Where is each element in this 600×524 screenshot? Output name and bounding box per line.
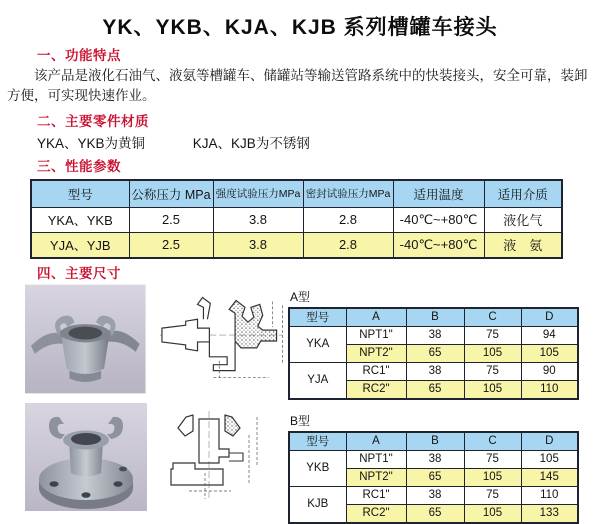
model-cell: KJB: [289, 486, 346, 523]
page-title: YK、YKB、KJA、KJB 系列槽罐车接头: [102, 16, 498, 39]
value-cell: 75: [464, 450, 521, 468]
model-cell: YJA、YJB: [31, 232, 129, 258]
b-type-illustration-row: [22, 403, 288, 511]
value-cell: 75: [464, 362, 521, 380]
col-header: B: [406, 432, 464, 451]
value-cell: 94: [521, 326, 578, 344]
b-type-flanged-coupling-photo: [25, 403, 147, 511]
col-header: 适用介质: [484, 180, 562, 208]
table-row: [289, 326, 578, 344]
col-header: 密封试验压力MPa: [303, 180, 393, 208]
illustrations-column: [22, 284, 288, 524]
value-cell: 75: [464, 486, 521, 504]
dim-table-a: [288, 307, 579, 400]
table-row: [31, 207, 562, 232]
a-type-illustration-row: [22, 284, 288, 394]
table-row: [31, 232, 562, 258]
a-type-coupling-photo: [25, 284, 146, 394]
model-cell: YJA: [289, 362, 346, 399]
section-features-heading: 一、功能特点: [37, 48, 121, 63]
col-header: 适用温度: [393, 180, 484, 208]
value-cell: 3.8: [213, 207, 303, 232]
value-cell: 105: [464, 504, 521, 523]
features-paragraph: 该产品是液化石油气、液氨等槽罐车、储罐站等输送管路系统中的快装接头，安全可靠，装卸方便，可实现快速作业。: [7, 68, 588, 104]
value-cell: 38: [406, 486, 464, 504]
value-cell: NPT2": [346, 344, 406, 362]
materials-brass: YKA、YKB为黄铜: [37, 135, 146, 151]
a-type-section-drawing: [158, 295, 288, 383]
materials-steel: KJA、KJB为不锈钢: [192, 135, 310, 151]
value-cell: RC2": [346, 504, 406, 523]
section-dimensions-heading: 四、主要尺寸: [37, 265, 121, 281]
b-type-section-drawing: [159, 409, 263, 505]
section-materials-heading: 二、主要零件材质: [37, 113, 149, 129]
value-cell: 液 氨: [484, 232, 562, 258]
col-header: 型号: [31, 180, 129, 208]
col-header: A: [346, 308, 406, 327]
dim-header-row: [289, 308, 578, 327]
value-cell: 液化气: [484, 207, 562, 232]
value-cell: 65: [406, 380, 464, 399]
value-cell: -40℃~+80℃: [393, 232, 484, 258]
table-row: [289, 486, 578, 504]
col-header: D: [521, 432, 578, 451]
dim-header-row: [289, 432, 578, 451]
col-header: 型号: [289, 308, 346, 327]
performance-table: [30, 179, 563, 259]
value-cell: NPT1": [346, 326, 406, 344]
value-cell: 105: [464, 344, 521, 362]
table-row: [289, 450, 578, 468]
col-header: C: [464, 308, 521, 327]
col-header: D: [521, 308, 578, 327]
value-cell: 105: [521, 344, 578, 362]
col-header: A: [346, 432, 406, 451]
value-cell: RC1": [346, 362, 406, 380]
value-cell: 105: [521, 450, 578, 468]
value-cell: 38: [406, 362, 464, 380]
dimension-tables-column: [288, 284, 584, 524]
value-cell: NPT2": [346, 468, 406, 486]
value-cell: 38: [406, 326, 464, 344]
section-performance-heading: 三、性能参数: [37, 158, 121, 174]
value-cell: 110: [521, 486, 578, 504]
value-cell: 75: [464, 326, 521, 344]
value-cell: RC2": [346, 380, 406, 399]
value-cell: NPT1": [346, 450, 406, 468]
value-cell: 65: [406, 344, 464, 362]
col-header: C: [464, 432, 521, 451]
value-cell: 110: [521, 380, 578, 399]
table-row: [289, 362, 578, 380]
value-cell: 2.8: [303, 207, 393, 232]
value-cell: 90: [521, 362, 578, 380]
value-cell: 145: [521, 468, 578, 486]
value-cell: 105: [464, 468, 521, 486]
value-cell: 2.5: [129, 232, 213, 258]
value-cell: RC1": [346, 486, 406, 504]
model-cell: YKA、YKB: [31, 207, 129, 232]
value-cell: 65: [406, 468, 464, 486]
col-header: 型号: [289, 432, 346, 451]
dim-table-a-label: A型: [290, 289, 311, 304]
value-cell: 133: [521, 504, 578, 523]
dim-table-b-label: B型: [290, 413, 311, 428]
value-cell: -40℃~+80℃: [393, 207, 484, 232]
value-cell: 2.5: [129, 207, 213, 232]
col-header: B: [406, 308, 464, 327]
model-cell: YKA: [289, 326, 346, 362]
dimensions-section: [22, 284, 600, 524]
value-cell: 3.8: [213, 232, 303, 258]
performance-header-row: [31, 180, 562, 208]
col-header: 公称压力 MPa: [129, 180, 213, 208]
col-header: 强度试验压力MPa: [213, 180, 303, 208]
value-cell: 65: [406, 504, 464, 523]
model-cell: YKB: [289, 450, 346, 486]
materials-line: [37, 132, 600, 152]
value-cell: 2.8: [303, 232, 393, 258]
dim-table-b: [288, 431, 579, 524]
value-cell: 105: [464, 380, 521, 399]
value-cell: 38: [406, 450, 464, 468]
